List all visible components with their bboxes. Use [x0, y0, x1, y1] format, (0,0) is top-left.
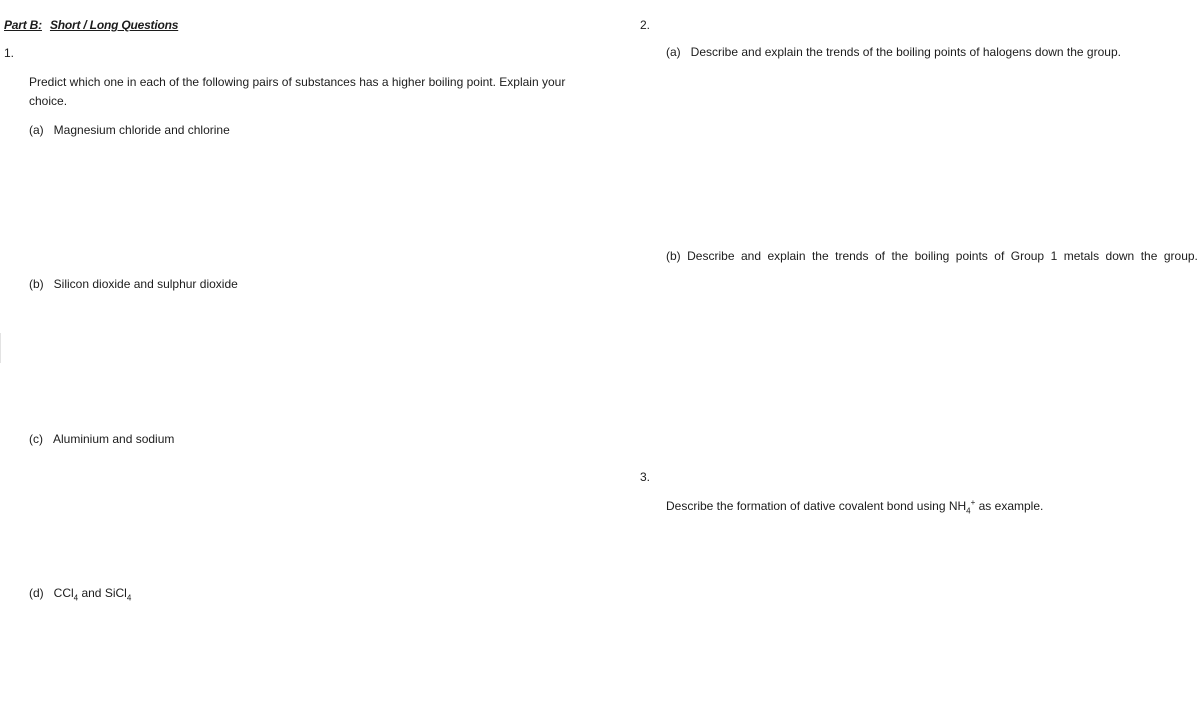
question-1-stem-line-2: choice.	[29, 94, 68, 108]
part-heading	[4, 18, 178, 32]
part-title: Short / Long Questions	[49, 18, 179, 32]
word: of	[994, 249, 1005, 263]
question-2b	[666, 247, 1198, 266]
word: of	[874, 249, 885, 263]
part-text: Magnesium chloride and chlorine	[53, 123, 230, 137]
part-text: Silicon dioxide and sulphur dioxide	[53, 277, 238, 291]
question-3-number: 3.	[640, 470, 651, 484]
word: Group	[1010, 249, 1045, 263]
part-label: (d)	[29, 586, 44, 600]
word: 1	[1050, 249, 1058, 263]
question-1d	[29, 584, 131, 603]
part-label: (b)	[29, 277, 44, 291]
part-text: Aluminium and sodium	[53, 432, 175, 446]
margin-mark	[0, 333, 1, 363]
word: explain	[767, 249, 806, 263]
question-1c	[29, 430, 174, 449]
question-3-text: Describe the formation of dative covalent bond using $NH_4^+$ as example.	[666, 498, 1044, 516]
word: the	[891, 249, 909, 263]
word: Describe	[687, 249, 735, 263]
question-1-number: 1.	[4, 46, 15, 60]
word: points	[955, 249, 988, 263]
word: trends	[835, 249, 869, 263]
word: boiling	[914, 249, 950, 263]
word: down	[1105, 249, 1135, 263]
part-label: (b)	[666, 249, 681, 263]
part-label: Part B:	[4, 18, 42, 32]
word: metals	[1063, 249, 1100, 263]
question-1-stem-line-1: Predict which one in each of the following pairs of substances has a higher boiling point. Explain your	[29, 75, 566, 89]
part-text: CCl$_4$ and SiCl$_4$	[53, 586, 132, 603]
word: group.	[1163, 249, 1198, 263]
part-text: Describe and explain the trends of the boiling points of halogens down the group.	[690, 45, 1121, 59]
word: and	[740, 249, 761, 263]
part-label: (c)	[29, 432, 43, 446]
part-label: (a)	[29, 123, 44, 137]
word: the	[1140, 249, 1158, 263]
question-1b	[29, 275, 238, 294]
question-2a	[666, 43, 1121, 62]
word: the	[811, 249, 829, 263]
question-1a	[29, 121, 230, 140]
part-label: (a)	[666, 45, 681, 59]
question-2-number: 2.	[640, 18, 651, 32]
